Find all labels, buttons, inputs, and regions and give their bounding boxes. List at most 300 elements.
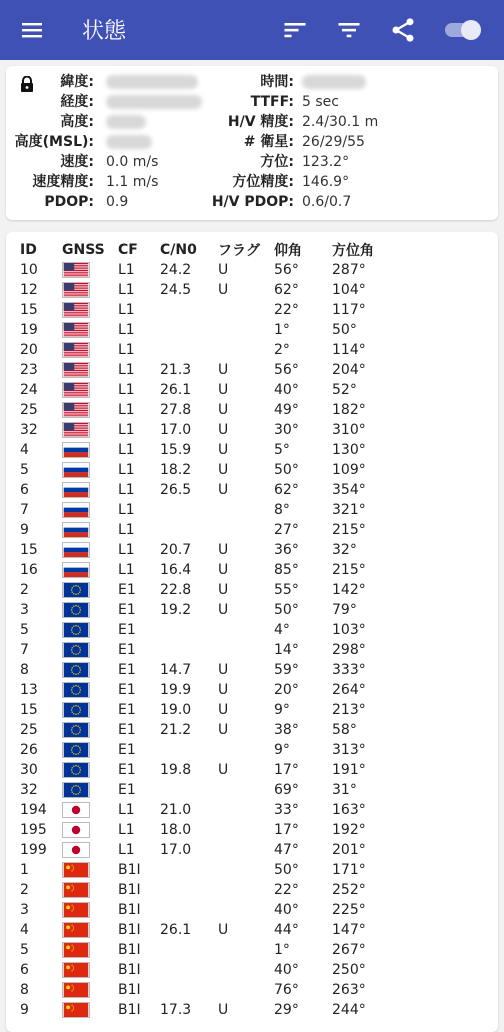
gnss-cell [62,660,118,680]
flags-value [218,860,274,880]
gnss-cell [62,300,118,320]
cn0-value: 19.9 [160,682,192,698]
azimuth-value: 250° [332,962,366,978]
gnss-cell [62,480,118,500]
gnss-cell [62,960,118,980]
flags-value [218,980,274,1000]
carrier-frequency: L1 [118,442,135,458]
app-bar [0,0,504,60]
bearing-value: 123.2° [302,154,350,170]
flags-value [218,500,274,520]
header-cf[interactable]: CF [118,242,138,258]
flags-value [218,340,274,360]
azimuth-value: 287° [332,262,366,278]
elevation-value: 44° [274,922,299,938]
cn0-value [160,300,218,320]
status-card [6,66,498,220]
table-row [20,280,402,300]
eu-flag-icon [62,702,118,718]
carrier-frequency: L1 [118,842,135,858]
azimuth-value: 215° [332,522,366,538]
carrier-frequency: L1 [118,542,135,558]
azimuth-value: 225° [332,902,366,918]
flags-value: U [218,682,229,698]
altitude-label: 高度: [60,114,94,130]
table-row [20,940,402,960]
table-row [20,640,402,660]
carrier-frequency: E1 [118,742,136,758]
table-row [20,320,402,340]
gnss-cell [62,320,118,340]
china-flag-icon [62,942,118,958]
flags-value [218,780,274,800]
table-row [20,420,402,440]
elevation-value: 14° [274,642,299,658]
table-row [20,600,402,620]
flags-value [218,900,274,920]
elevation-value: 17° [274,822,299,838]
elevation-value: 40° [274,962,299,978]
flags-value: U [218,662,229,678]
gnss-cell [62,920,118,940]
sat-id: 12 [20,282,38,298]
flags-value: U [218,462,229,478]
speed-accuracy-row [6,172,498,192]
azimuth-value: 192° [332,822,366,838]
header-gnss[interactable]: GNSS [62,242,105,258]
elevation-value: 1° [274,942,290,958]
azimuth-value: 142° [332,582,366,598]
carrier-frequency: B1I [118,862,141,878]
azimuth-value: 264° [332,682,366,698]
cn0-value: 16.4 [160,562,192,578]
elevation-value: 50° [274,862,299,878]
table-row [20,260,402,280]
elevation-value: 4° [274,622,290,638]
carrier-frequency: L1 [118,822,135,838]
longitude-value [106,92,202,112]
sat-id: 5 [20,462,29,478]
azimuth-value: 191° [332,762,366,778]
table-row [20,500,402,520]
azimuth-value: 354° [332,482,366,498]
cn0-value [160,900,218,920]
carrier-frequency: L1 [118,282,135,298]
gnss-cell [62,400,118,420]
elevation-value: 17° [274,762,299,778]
carrier-frequency: L1 [118,402,135,418]
altitude-msl-row [6,132,498,152]
russia-flag-icon [62,462,118,478]
japan-flag-icon [62,822,118,838]
russia-flag-icon [62,542,118,558]
sat-id: 3 [20,602,29,618]
us-flag-icon [62,422,118,438]
sat-id: 26 [20,742,38,758]
russia-flag-icon [62,522,118,538]
carrier-frequency: B1I [118,1002,141,1018]
altitude-msl-value [106,132,152,152]
us-flag-icon [62,362,118,378]
eu-flag-icon [62,622,118,638]
cn0-value: 20.7 [160,542,192,558]
satellite-card [6,232,498,1032]
flags-value: U [218,722,229,738]
elevation-value: 2° [274,342,290,358]
hv-pdop-label: H/V PDOP: [211,194,294,210]
gnss-cell [62,800,118,820]
toggle-switch[interactable] [443,18,483,42]
us-flag-icon [62,382,118,398]
latitude-value [106,72,198,92]
sat-id: 3 [20,902,29,918]
carrier-frequency: L1 [118,522,135,538]
gnss-cell [62,540,118,560]
flags-value: U [218,402,229,418]
sat-id: 1 [20,862,29,878]
cn0-value: 19.2 [160,602,192,618]
elevation-value: 9° [274,742,290,758]
flags-value [218,740,274,760]
azimuth-value: 114° [332,342,366,358]
sat-id: 24 [20,382,38,398]
carrier-frequency: E1 [118,762,136,778]
flags-value [218,820,274,840]
cn0-value: 26.1 [160,922,192,938]
azimuth-value: 182° [332,402,366,418]
japan-flag-icon [62,802,118,818]
cn0-value: 21.0 [160,802,192,818]
azimuth-value: 213° [332,702,366,718]
russia-flag-icon [62,442,118,458]
eu-flag-icon [62,582,118,598]
sat-id: 25 [20,722,38,738]
carrier-frequency: L1 [118,562,135,578]
sat-id: 7 [20,502,29,518]
sat-id: 6 [20,962,29,978]
gnss-cell [62,600,118,620]
carrier-frequency: E1 [118,662,136,678]
carrier-frequency: E1 [118,582,136,598]
flags-value: U [218,702,229,718]
elevation-value: 30° [274,422,299,438]
header-flags[interactable]: フラグ [218,243,260,259]
pdop-value: 0.9 [106,194,129,210]
us-flag-icon [62,342,118,358]
table-row [20,460,402,480]
azimuth-value: 117° [332,302,366,318]
bearing-label: 方位: [260,154,294,170]
table-row [20,800,402,820]
header-id[interactable]: ID [20,242,37,258]
header-cn0[interactable]: C/N0 [160,242,197,258]
gnss-cell [62,380,118,400]
table-row [20,920,402,940]
carrier-frequency: B1I [118,882,141,898]
table-row [20,540,402,560]
carrier-frequency: L1 [118,342,135,358]
flags-value: U [218,562,229,578]
gnss-cell [62,900,118,920]
cn0-value [160,780,218,800]
time-label: 時間: [260,74,294,90]
gnss-cell [62,980,118,1000]
cn0-value [160,340,218,360]
table-row [20,680,402,700]
table-row [20,480,402,500]
gnss-cell [62,780,118,800]
sat-id: 10 [20,262,38,278]
carrier-frequency: B1I [118,922,141,938]
bearing-accuracy-label: 方位精度: [232,174,294,190]
sat-id: 4 [20,922,29,938]
flags-value: U [218,362,229,378]
latitude-row [6,72,498,92]
sat-id: 9 [20,522,29,538]
elevation-value: 50° [274,602,299,618]
gnss-cell [62,500,118,520]
carrier-frequency: E1 [118,782,136,798]
flags-value [218,880,274,900]
carrier-frequency: E1 [118,682,136,698]
altitude-value [106,112,146,132]
carrier-frequency: L1 [118,382,135,398]
elevation-value: 1° [274,322,290,338]
elevation-value: 47° [274,842,299,858]
azimuth-value: 204° [332,362,366,378]
gnss-cell [62,260,118,280]
elevation-value: 9° [274,702,290,718]
flags-value [218,300,274,320]
azimuth-value: 163° [332,802,366,818]
gnss-cell [62,460,118,480]
carrier-frequency: B1I [118,902,141,918]
flags-value [218,320,274,340]
elevation-value: 59° [274,662,299,678]
ttff-value: 5 sec [302,94,339,110]
china-flag-icon [62,902,118,918]
gnss-cell [62,580,118,600]
china-flag-icon [62,982,118,998]
flags-value [218,520,274,540]
sat-id: 9 [20,1002,29,1018]
flags-value [218,840,274,860]
speed-row [6,152,498,172]
gnss-cell [62,940,118,960]
elevation-value: 56° [274,262,299,278]
carrier-frequency: L1 [118,322,135,338]
cn0-value: 14.7 [160,662,192,678]
altitude-msl-label: 高度(MSL): [14,134,94,150]
azimuth-value: 31° [332,782,357,798]
cn0-value: 18.2 [160,462,192,478]
sat-id: 195 [20,822,47,838]
gnss-cell [62,640,118,660]
elevation-value: 50° [274,462,299,478]
flags-value [218,640,274,660]
table-row [20,300,402,320]
china-flag-icon [62,882,118,898]
gnss-cell [62,720,118,740]
flags-value: U [218,1002,229,1018]
cn0-value: 27.8 [160,402,192,418]
azimuth-value: 130° [332,442,366,458]
longitude-label: 経度: [60,94,94,110]
longitude-row [6,92,498,112]
table-row [20,660,402,680]
hv-accuracy-label: H/V 精度: [227,114,294,130]
azimuth-value: 215° [332,562,366,578]
azimuth-value: 79° [332,602,357,618]
sort-icon[interactable] [281,16,309,44]
cn0-value [160,620,218,640]
sat-id: 8 [20,662,29,678]
table-row [20,360,402,380]
eu-flag-icon [62,782,118,798]
sat-id: 194 [20,802,47,818]
time-value [302,72,366,92]
table-row [20,980,402,1000]
elevation-value: 85° [274,562,299,578]
ttff-label: TTFF: [250,94,294,110]
flags-value [218,940,274,960]
cn0-value: 15.9 [160,442,192,458]
us-flag-icon [62,322,118,338]
gnss-cell [62,420,118,440]
table-row [20,860,402,880]
table-row [20,380,402,400]
gnss-cell [62,360,118,380]
elevation-value: 20° [274,682,299,698]
hv-pdop-value: 0.6/0.7 [302,194,352,210]
share-icon[interactable] [389,16,417,44]
sat-id: 7 [20,642,29,658]
table-row [20,720,402,740]
eu-flag-icon [62,742,118,758]
gnss-cell [62,280,118,300]
cn0-value: 19.0 [160,702,192,718]
sat-id: 5 [20,622,29,638]
cn0-value: 17.0 [160,842,192,858]
sat-id: 8 [20,982,29,998]
table-row [20,520,402,540]
carrier-frequency: L1 [118,362,135,378]
hv-accuracy-value: 2.4/30.1 m [302,114,379,130]
cn0-value [160,320,218,340]
latitude-label: 緯度: [60,74,94,90]
sat-id: 19 [20,322,38,338]
table-row [20,620,402,640]
azimuth-value: 298° [332,642,366,658]
sat-id: 32 [20,782,38,798]
elevation-value: 27° [274,522,299,538]
us-flag-icon [62,282,118,298]
gnss-cell [62,860,118,880]
cn0-value [160,940,218,960]
elevation-value: 62° [274,482,299,498]
azimuth-value: 267° [332,942,366,958]
cn0-value: 26.1 [160,382,192,398]
cn0-value [160,880,218,900]
eu-flag-icon [62,602,118,618]
azimuth-value: 310° [332,422,366,438]
gnss-cell [62,1000,118,1020]
flags-value: U [218,602,229,618]
cn0-value: 22.8 [160,582,192,598]
filter-icon[interactable] [335,16,363,44]
table-row [20,880,402,900]
flags-value [218,960,274,980]
sat-id: 5 [20,942,29,958]
altitude-row [6,112,498,132]
elevation-value: 38° [274,722,299,738]
gnss-cell [62,880,118,900]
cn0-value: 21.2 [160,722,192,738]
cn0-value [160,520,218,540]
header-azimuth[interactable]: 方位角 [332,243,374,259]
azimuth-value: 313° [332,742,366,758]
azimuth-value: 32° [332,542,357,558]
elevation-value: 5° [274,442,290,458]
china-flag-icon [62,922,118,938]
azimuth-value: 109° [332,462,366,478]
page-title: 状態 [82,19,127,44]
carrier-frequency: L1 [118,502,135,518]
sat-id: 4 [20,442,29,458]
cn0-value: 24.2 [160,262,192,278]
sat-id: 20 [20,342,38,358]
sat-id: 2 [20,582,29,598]
gnss-cell [62,820,118,840]
speed-label: 速度: [60,154,94,170]
table-row [20,700,402,720]
azimuth-value: 52° [332,382,357,398]
table-row [20,820,402,840]
elevation-value: 33° [274,802,299,818]
elevation-value: 22° [274,302,299,318]
cn0-value [160,960,218,980]
cn0-value [160,740,218,760]
carrier-frequency: E1 [118,702,136,718]
azimuth-value: 263° [332,982,366,998]
azimuth-value: 104° [332,282,366,298]
cn0-value [160,860,218,880]
eu-flag-icon [62,722,118,738]
elevation-value: 69° [274,782,299,798]
azimuth-value: 147° [332,922,366,938]
sat-id: 23 [20,362,38,378]
sat-id: 25 [20,402,38,418]
carrier-frequency: L1 [118,802,135,818]
table-row [20,900,402,920]
elevation-value: 55° [274,582,299,598]
table-row [20,740,402,760]
cn0-value: 24.5 [160,282,192,298]
header-elevation[interactable]: 仰角 [274,243,302,259]
flags-value: U [218,262,229,278]
flags-value: U [218,762,229,778]
eu-flag-icon [62,762,118,778]
table-row [20,400,402,420]
gnss-cell [62,700,118,720]
cn0-value [160,980,218,1000]
elevation-value: 8° [274,502,290,518]
elevation-value: 36° [274,542,299,558]
menu-icon[interactable] [20,18,44,42]
russia-flag-icon [62,482,118,498]
satellites-value: 26/29/55 [302,134,365,150]
sat-id: 199 [20,842,47,858]
